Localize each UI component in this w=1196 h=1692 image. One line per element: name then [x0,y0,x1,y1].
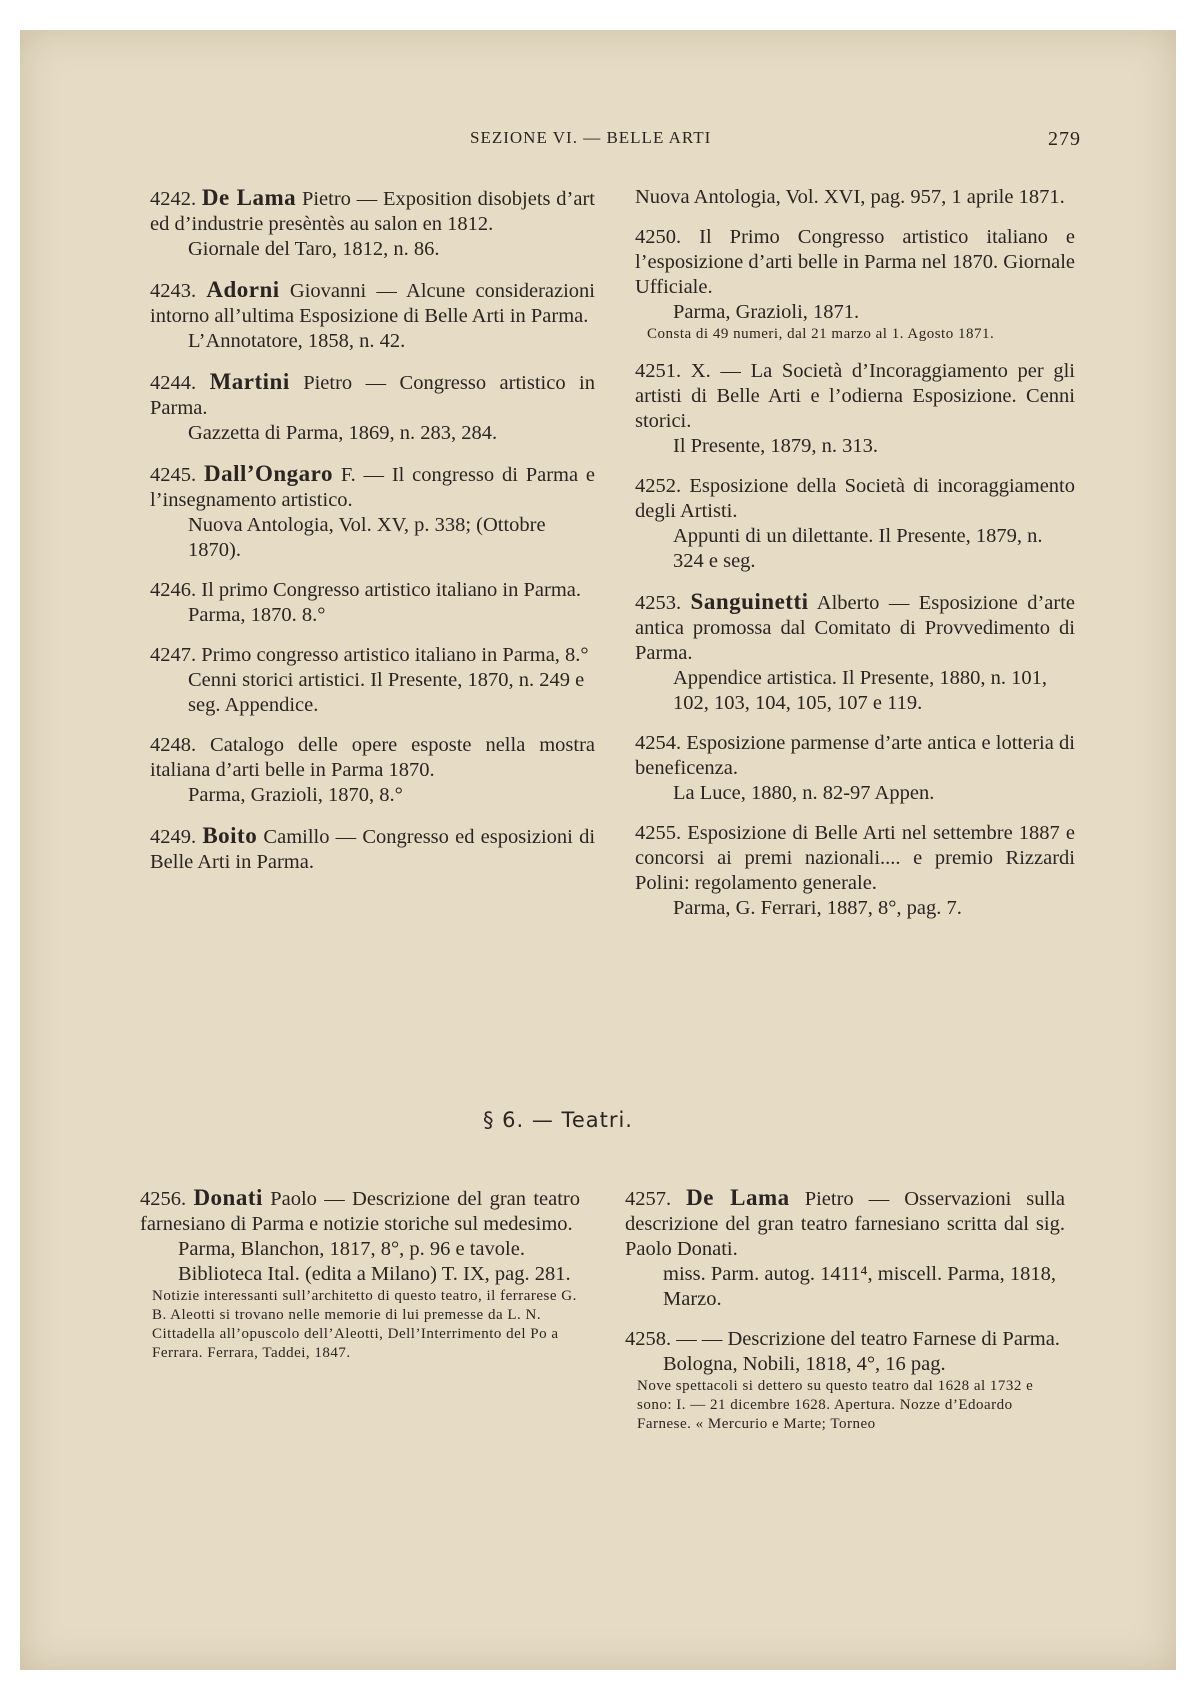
entry-note: Notizie interessanti sull’architetto di questo teatro, il ferrarese G. B. Aleotti si trovano nelle memorie di lui premesse da L. N. Cittadella all’opuscolo dell’Aleotti, Dell’Interrimento del Po a Ferrara. Ferrara, Taddei, 1847. [152,1288,577,1361]
entry-number: 4254. [635,732,682,754]
entry-publication: La Luce, 1880, n. 82-97 Appen. [673,782,935,804]
entry-title: Giovanni — Alcune considerazioni intorno all’ultima Esposizione di Belle Arti in Parma. [150,280,595,327]
entry-publication: miss. Parm. autog. 1411⁴, miscell. Parma, 1818, Marzo. [663,1263,1057,1310]
entry-title: Camillo — Congresso ed esposizioni di Belle Arti in Parma. [150,826,596,873]
entry-note: Consta di 49 numeri, dal 21 marzo al 1. Agosto 1871. [647,326,995,342]
entry-main [150,461,595,513]
entry-number: 4244. [150,372,197,394]
entry-number: 4250. [635,226,682,248]
entry-number: 4253. [635,592,682,614]
entry-main [140,1185,580,1237]
entry-number: 4247. [150,644,197,666]
bibliography-entry [625,1185,1065,1312]
entry-title: Pietro — Osservazioni sulla descrizione del gran teatro farnesiano scritta dal sig. Paolo Donati. [625,1188,1066,1260]
left-column-bottom [140,1185,580,1378]
entry-title: X. — La Società d’Incoraggiamento per gli artisti di Belle Arti e l’odierna Esposizione. Cenni storici. [635,360,1075,432]
entry-main [635,185,1075,210]
entry-main [150,277,595,329]
bibliography-entry [140,1185,580,1363]
entry-title: Primo congresso artistico italiano in Parma, 8.° [201,644,589,666]
bibliography-entry [635,589,1075,716]
right-column-top [635,185,1075,936]
entry-title: Esposizione parmense d’arte antica e lotteria di beneficenza. [635,732,1075,779]
entry-publication: Bologna, Nobili, 1818, 4°, 16 pag. [663,1353,946,1375]
entry-title: Nuova Antologia, Vol. XVI, pag. 957, 1 aprile 1871. [635,186,1065,208]
entry-main [150,643,595,668]
section-heading-text: § 6. — Teatri. [483,1108,633,1132]
bibliography-entry [635,731,1075,806]
entry-number: 4255. [635,822,682,844]
entry-number: 4257. [625,1188,672,1210]
entry-number: 4245. [150,464,197,486]
bibliography-entry [635,474,1075,574]
entry-title: Pietro — Exposition disobjets d’art ed d’industrie presèntès au salon en 1812. [150,188,595,235]
entry-publication: Gazzetta di Parma, 1869, n. 283, 284. [188,422,498,444]
entry-number: 4256. [140,1188,187,1210]
entry-publication: Il Presente, 1879, n. 313. [673,435,878,457]
entry-author: Sanguinetti [690,589,809,614]
entry-publication: Appendice artistica. Il Presente, 1880, n. 101, 102, 103, 104, 105, 107 e 119. [673,667,1048,714]
bibliography-entry [635,225,1075,344]
entry-title: Esposizione di Belle Arti nel settembre 1887 e concorsi ai premi nazionali.... e premio Rizzardi Polini: regolamento generale. [635,822,1075,894]
bibliography-entry [150,461,595,563]
entry-main [635,225,1075,300]
entry-publication: Parma, Grazioli, 1871. [673,301,860,323]
entry-title: Alberto — Esposizione d’arte antica promossa dal Comitato di Provvedimento di Parma. [635,592,1075,664]
entry-publication: Appunti di un dilettante. Il Presente, 1879, n. 324 e seg. [673,525,1043,572]
entry-author: De Lama [686,1185,790,1210]
entry-title: Pietro — Congresso artistico in Parma. [150,372,595,419]
entry-note: Nove spettacoli si dettero su questo teatro dal 1628 al 1732 e sono: I. — 21 dicembre 1628. Apertura. Nozze d’Edoardo Farnese. « Mercurio e Marte; Torneo [637,1378,1034,1432]
bibliography-entry [150,185,595,262]
entry-publication: Parma, 1870. 8.° [188,604,326,626]
entry-main [625,1185,1065,1262]
entry-main [150,185,595,237]
entry-author: Dall’Ongaro [203,461,333,486]
entry-title: F. — Il congresso di Parma e l’insegnamento artistico. [150,464,596,511]
bibliography-entry [150,643,595,718]
entry-title: Il primo Congresso artistico italiano in Parma. [201,579,582,601]
entry-main [150,369,595,421]
entry-number: 4246. [150,579,197,601]
entry-title: Paolo — Descrizione del gran teatro farnesiano di Parma e notizie storiche sul medesimo. [140,1188,580,1235]
entry-main [635,589,1075,666]
entry-number: 4249. [150,826,197,848]
entry-publication: Parma, Blanchon, 1817, 8°, p. 96 e tavole. Biblioteca Ital. (edita a Milano) T. IX, pag. 281. [178,1238,571,1285]
entry-author: Martini [209,369,290,394]
entry-publication: Parma, Grazioli, 1870, 8.° [188,784,403,806]
entry-number: 4251. [635,360,682,382]
entry-number: 4243. [150,280,197,302]
entry-publication: Parma, G. Ferrari, 1887, 8°, pag. 7. [673,897,962,919]
entry-title: Catalogo delle opere esposte nella mostra italiana d’arti belle in Parma 1870. [150,734,596,781]
entry-main [150,578,595,603]
bibliography-entry [150,823,595,875]
bibliography-entry [625,1327,1065,1434]
left-column-top [150,185,595,890]
entry-publication: Cenni storici artistici. Il Presente, 1870, n. 249 e seg. Appendice. [188,669,585,716]
bibliography-entry [635,185,1075,210]
bibliography-entry [635,821,1075,921]
entry-title: — — Descrizione del teatro Farnese di Parma. [676,1328,1060,1350]
bibliography-entry [150,578,595,628]
right-column-bottom [625,1185,1065,1449]
entry-number: 4252. [635,475,682,497]
entry-publication: Giornale del Taro, 1812, n. 86. [188,238,440,260]
entry-main [150,823,595,875]
entry-main [635,359,1075,434]
page-number: 279 [1048,128,1081,150]
entry-main [625,1327,1065,1352]
entry-number: 4248. [150,734,197,756]
entry-main [635,474,1075,524]
running-header [0,128,1196,152]
bibliography-entry [150,369,595,446]
entry-author: De Lama [201,185,297,210]
entry-title: Il Primo Congresso artistico italiano e l’esposizione d’arti belle in Parma nel 1870. Giornale Ufficiale. [635,226,1076,298]
bibliography-entry [150,733,595,808]
entry-main [635,821,1075,896]
entry-author: Adorni [206,277,280,302]
entry-main [150,733,595,783]
entry-main [635,731,1075,781]
section-heading [0,1108,1196,1132]
entry-number: 4242. [150,188,197,210]
bibliography-entry [150,277,595,354]
entry-author: Boito [202,823,258,848]
entry-number: 4258. [625,1328,672,1350]
entry-title: Esposizione della Società di incoraggiamento degli Artisti. [635,475,1075,522]
section-title: SEZIONE VI. — BELLE ARTI [470,128,712,147]
entry-publication: L’Annotatore, 1858, n. 42. [188,330,406,352]
bibliography-entry [635,359,1075,459]
entry-author: Donati [193,1185,263,1210]
entry-publication: Nuova Antologia, Vol. XV, p. 338; (Ottobre 1870). [188,514,546,561]
